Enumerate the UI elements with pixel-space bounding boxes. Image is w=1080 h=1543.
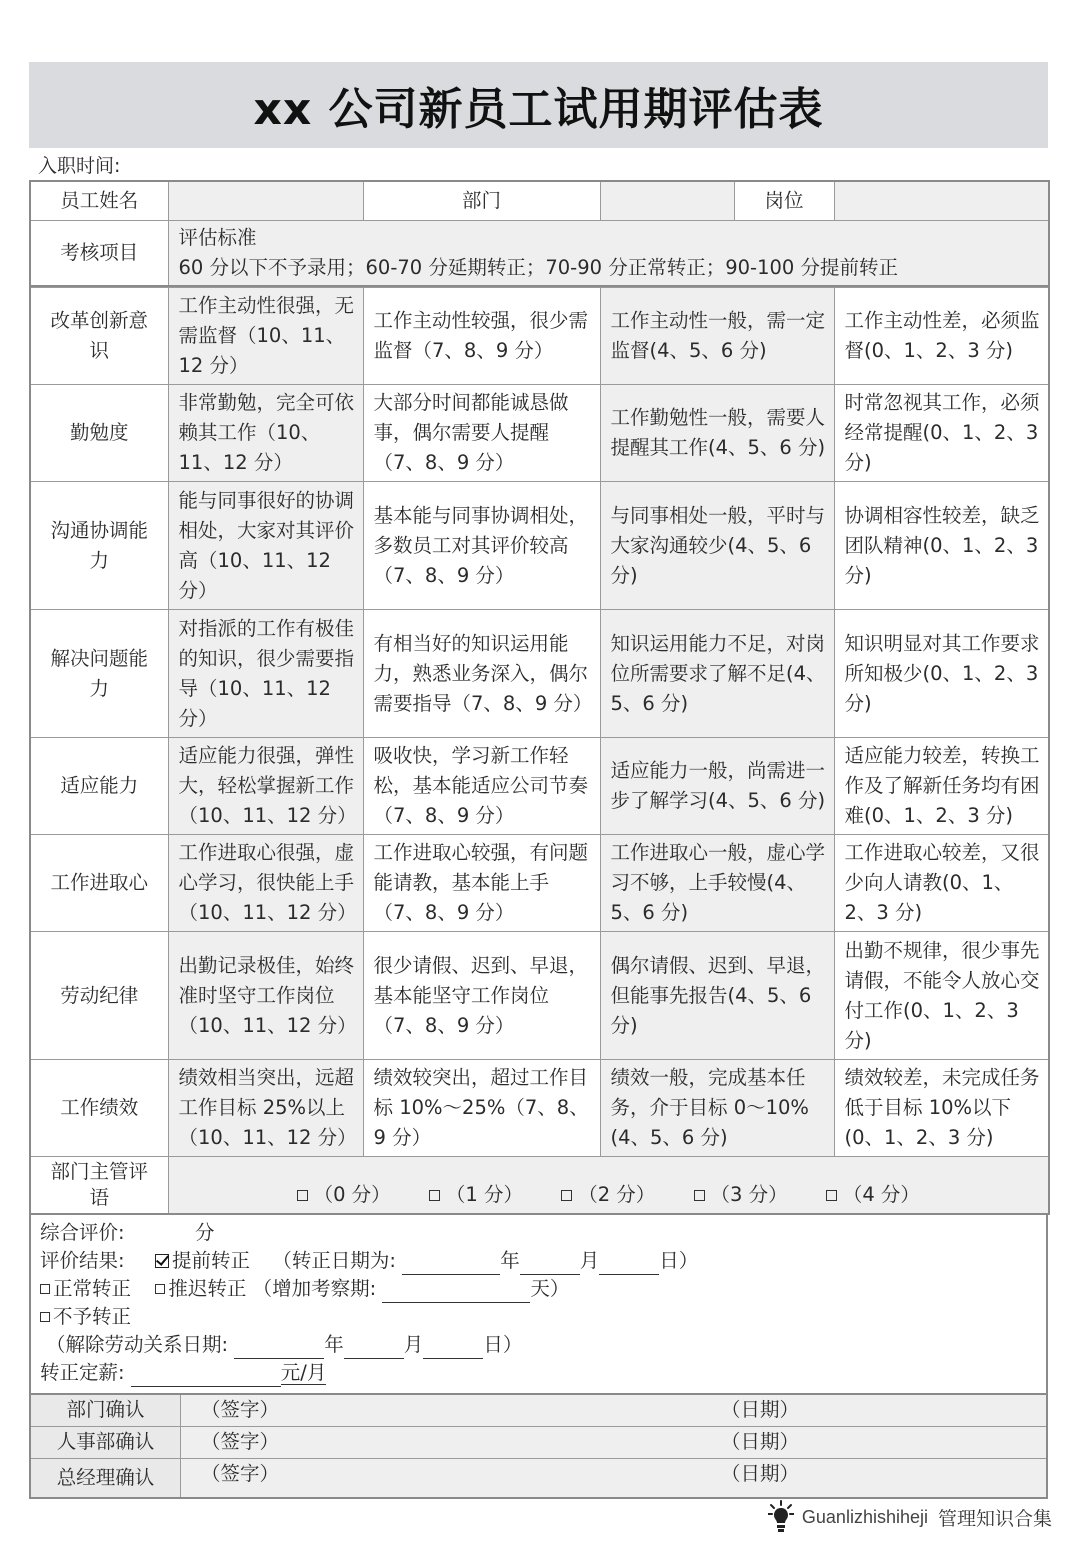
reject-label: 不予转正	[53, 1304, 132, 1328]
salary-unit: 元/月	[280, 1360, 327, 1384]
supervisor-row	[30, 1157, 1049, 1214]
supervisor-comment-label: 部门主管评语	[30, 1157, 168, 1214]
signoff-label: 部门确认	[30, 1394, 181, 1427]
date-label: （日期）	[721, 1461, 800, 1485]
level-good[interactable]: 有相当好的知识运用能力，熟悉业务深入，偶尔需要指导（7、8、9 分）	[363, 610, 600, 738]
sign-label: （签字）	[201, 1398, 280, 1421]
employee-name-label: 员工姓名	[30, 181, 168, 220]
hire-date-row	[29, 148, 1048, 180]
checkbox-icon[interactable]	[826, 1190, 837, 1201]
signoff-label: 人事部确认	[30, 1426, 181, 1458]
criteria-item: 劳动纪律	[30, 932, 168, 1060]
level-poor[interactable]: 时常忽视其工作，必须经常提醒(0、1、2、3 分)	[834, 385, 1049, 482]
criteria-levels-table	[29, 287, 1050, 1215]
terminate-year-blank[interactable]	[234, 1338, 324, 1359]
level-poor[interactable]: 协调相容性较差，缺乏团队精神(0、1、2、3 分)	[834, 482, 1049, 610]
level-excellent[interactable]: 绩效相当突出，远超工作目标 25%以上（10、11、12 分）	[168, 1060, 363, 1157]
level-poor[interactable]: 工作进取心较差，又很少向人请教(0、1、2、3 分)	[834, 835, 1049, 932]
year-label: 年	[324, 1332, 344, 1356]
score-option[interactable]	[694, 1183, 788, 1206]
criteria-row	[30, 610, 1049, 738]
score-option-label: （0 分）	[313, 1182, 391, 1206]
score-option[interactable]	[826, 1183, 920, 1206]
level-excellent[interactable]: 非常勤勉，完全可依赖其工作（10、11、12 分）	[168, 385, 363, 482]
position-label: 岗位	[734, 181, 834, 220]
score-option-label: （3 分）	[710, 1182, 788, 1206]
level-excellent[interactable]: 能与同事很好的协调相处，大家对其评价高（10、11、12 分）	[168, 482, 363, 610]
score-option[interactable]	[429, 1183, 523, 1206]
level-excellent[interactable]: 工作主动性很强，无需监督（10、11、12 分）	[168, 288, 363, 385]
level-average[interactable]: 与同事相处一般，平时与大家沟通较少(4、5、6 分)	[600, 482, 834, 610]
level-good[interactable]: 吸收快，学习新工作轻松，基本能适应公司节奏（7、8、9 分）	[363, 738, 600, 835]
signoff-table	[29, 1393, 1048, 1500]
criteria-item: 适应能力	[30, 738, 168, 835]
lightbulb-icon	[768, 1500, 794, 1534]
checkbox-icon[interactable]	[40, 1284, 50, 1294]
level-excellent[interactable]: 适应能力很强，弹性大，轻松掌握新工作（10、11、12 分）	[168, 738, 363, 835]
signoff-label: 总经理确认	[30, 1458, 181, 1498]
level-average[interactable]: 知识运用能力不足，对岗位所需要求了解不足(4、5、6 分)	[600, 610, 834, 738]
level-good[interactable]: 大部分时间都能诚恳做事，偶尔需要人提醒（7、8、9 分）	[363, 385, 600, 482]
result-label: 评价结果:	[40, 1248, 125, 1272]
level-good[interactable]: 基本能与同事协调相处，多数员工对其评价较高（7、8、9 分）	[363, 482, 600, 610]
standard-description	[168, 220, 1049, 286]
standard-title: 评估标准	[178, 225, 257, 249]
checkbox-icon[interactable]	[694, 1190, 705, 1201]
terminate-date-label: （解除劳动关系日期:	[46, 1332, 229, 1356]
footer-brand-cn: 管理知识合集	[937, 1507, 1052, 1530]
signoff-field[interactable]	[181, 1394, 1048, 1427]
level-good[interactable]: 绩效较突出，超过工作目标 10%～25%（7、8、9 分）	[363, 1060, 600, 1157]
level-poor[interactable]: 工作主动性差，必须监督(0、1、2、3 分)	[834, 288, 1049, 385]
salary-blank[interactable]	[131, 1366, 281, 1387]
level-good[interactable]: 工作进取心较强，有问题能请教，基本能上手（7、8、9 分）	[363, 835, 600, 932]
criteria-row	[30, 385, 1049, 482]
hire-date-label: 入职时间:	[38, 154, 121, 177]
criteria-item: 工作绩效	[30, 1060, 168, 1157]
extend-period-label: （增加考察期:	[252, 1276, 377, 1300]
score-option[interactable]	[297, 1183, 391, 1206]
level-excellent[interactable]: 工作进取心很强，虚心学习，很快能上手（10、11、12 分）	[168, 835, 363, 932]
criteria-row	[30, 738, 1049, 835]
salary-label: 转正定薪:	[40, 1360, 125, 1384]
score-option-label: （4 分）	[842, 1182, 920, 1206]
evaluation-form	[29, 62, 1048, 1499]
overall-score-label: 综合评价:	[40, 1220, 125, 1244]
score-option-label: （2 分）	[578, 1182, 656, 1206]
score-option[interactable]	[561, 1183, 655, 1206]
employee-name-field[interactable]	[168, 181, 363, 220]
days-label: 天）	[530, 1276, 570, 1300]
score-option-label: （1 分）	[445, 1182, 523, 1206]
level-poor[interactable]: 出勤不规律，很少事先请假，不能令人放心交付工作(0、1、2、3 分)	[834, 932, 1049, 1060]
criteria-item: 解决问题能力	[30, 610, 168, 738]
level-poor[interactable]: 知识明显对其工作要求所知极少(0、1、2、3 分)	[834, 610, 1049, 738]
reject-line	[40, 1303, 1046, 1331]
criteria-row	[30, 835, 1049, 932]
date-label: （日期）	[721, 1430, 800, 1453]
supervisor-score-options	[168, 1157, 1049, 1214]
level-average[interactable]: 工作主动性一般，需一定监督(4、5、6 分)	[600, 288, 834, 385]
page-title: xx 公司新员工试用期评估表	[253, 84, 824, 135]
criteria-row	[30, 482, 1049, 610]
standard-row	[30, 220, 1049, 286]
checkbox-icon[interactable]	[40, 1312, 50, 1322]
employee-info-row	[30, 181, 1049, 220]
checkbox-icon[interactable]	[561, 1190, 572, 1201]
level-good[interactable]: 工作主动性较强，很少需监督（7、8、9 分）	[363, 288, 600, 385]
year-label: 年	[500, 1248, 520, 1272]
title-bar	[29, 62, 1048, 148]
sign-label: （签字）	[201, 1461, 280, 1485]
overall-score-unit: 分	[194, 1220, 215, 1244]
criteria-item: 工作进取心	[30, 835, 168, 932]
standard-rule: 60 分以下不予录用；60-70 分延期转正；70-90 分正常转正；90-100 分提前转正	[178, 255, 899, 279]
level-average[interactable]: 绩效一般，完成基本任务，介于目标 0～10%(4、5、6 分)	[600, 1060, 834, 1157]
level-excellent[interactable]: 对指派的工作有极佳的知识，很少需要指导（10、11、12 分）	[168, 610, 363, 738]
signoff-row	[30, 1394, 1047, 1427]
day-label: 日）	[483, 1332, 523, 1356]
criteria-row	[30, 1060, 1049, 1157]
footer-brand-latin: Guanlizhishiheji	[801, 1506, 928, 1527]
overall-score-line	[40, 1219, 1046, 1247]
level-average[interactable]: 偶尔请假、迟到、早退，但能事先报告(4、5、6 分)	[600, 932, 834, 1060]
level-average[interactable]: 适应能力一般，尚需进一步了解学习(4、5、6 分)	[600, 738, 834, 835]
month-label: 月	[403, 1332, 424, 1356]
month-blank[interactable]	[520, 1254, 580, 1275]
signoff-row	[30, 1426, 1047, 1458]
signoff-field[interactable]	[181, 1426, 1048, 1458]
day-blank[interactable]	[599, 1254, 659, 1275]
criteria-row	[30, 932, 1049, 1060]
day-label: 日）	[659, 1248, 699, 1272]
terminate-line	[40, 1331, 1046, 1359]
checkbox-icon[interactable]	[429, 1190, 440, 1201]
criteria-item: 沟通协调能力	[30, 482, 168, 610]
department-label: 部门	[363, 181, 600, 220]
criteria-table	[29, 180, 1050, 287]
normal-confirm-label: 正常转正	[53, 1276, 132, 1300]
standard-item-label: 考核项目	[30, 220, 168, 286]
checked-checkbox-icon[interactable]	[155, 1254, 169, 1268]
criteria-item: 改革创新意识	[30, 288, 168, 385]
summary-section	[29, 1215, 1048, 1393]
checkbox-icon[interactable]	[297, 1190, 308, 1201]
criteria-item: 勤勉度	[30, 385, 168, 482]
level-average[interactable]: 工作勤勉性一般，需要人提醒其工作(4、5、6 分)	[600, 385, 834, 482]
level-excellent[interactable]: 出勤记录极佳，始终准时坚守工作岗位（10、11、12 分）	[168, 932, 363, 1060]
sign-label: （签字）	[201, 1430, 280, 1453]
result-line	[40, 1247, 1046, 1275]
criteria-row	[30, 288, 1049, 385]
year-blank[interactable]	[402, 1254, 500, 1275]
position-field[interactable]	[834, 181, 1049, 220]
department-field[interactable]	[600, 181, 734, 220]
date-label: （日期）	[721, 1398, 800, 1421]
level-poor[interactable]: 绩效较差，未完成任务低于目标 10%以下(0、1、2、3 分)	[834, 1060, 1049, 1157]
salary-line	[40, 1359, 1046, 1387]
level-average[interactable]: 工作进取心一般，虚心学习不够，上手较慢(4、5、6 分)	[600, 835, 834, 932]
level-poor[interactable]: 适应能力较差，转换工作及了解新任务均有困难(0、1、2、3 分)	[834, 738, 1049, 835]
footer-brand	[768, 1500, 1052, 1534]
signoff-row	[30, 1458, 1047, 1498]
early-date-label: （转正日期为:	[272, 1248, 396, 1272]
normal-delayed-line	[40, 1275, 1046, 1303]
month-label: 月	[579, 1248, 600, 1272]
extend-days-blank[interactable]	[382, 1282, 530, 1303]
terminate-day-blank[interactable]	[423, 1338, 483, 1359]
terminate-month-blank[interactable]	[344, 1338, 404, 1359]
signoff-field[interactable]	[181, 1458, 1048, 1498]
delayed-confirm-label: 推迟转正	[168, 1276, 247, 1300]
early-confirm-label: 提前转正	[171, 1248, 250, 1272]
checkbox-icon[interactable]	[155, 1284, 165, 1294]
level-good[interactable]: 很少请假、迟到、早退，基本能坚守工作岗位（7、8、9 分）	[363, 932, 600, 1060]
